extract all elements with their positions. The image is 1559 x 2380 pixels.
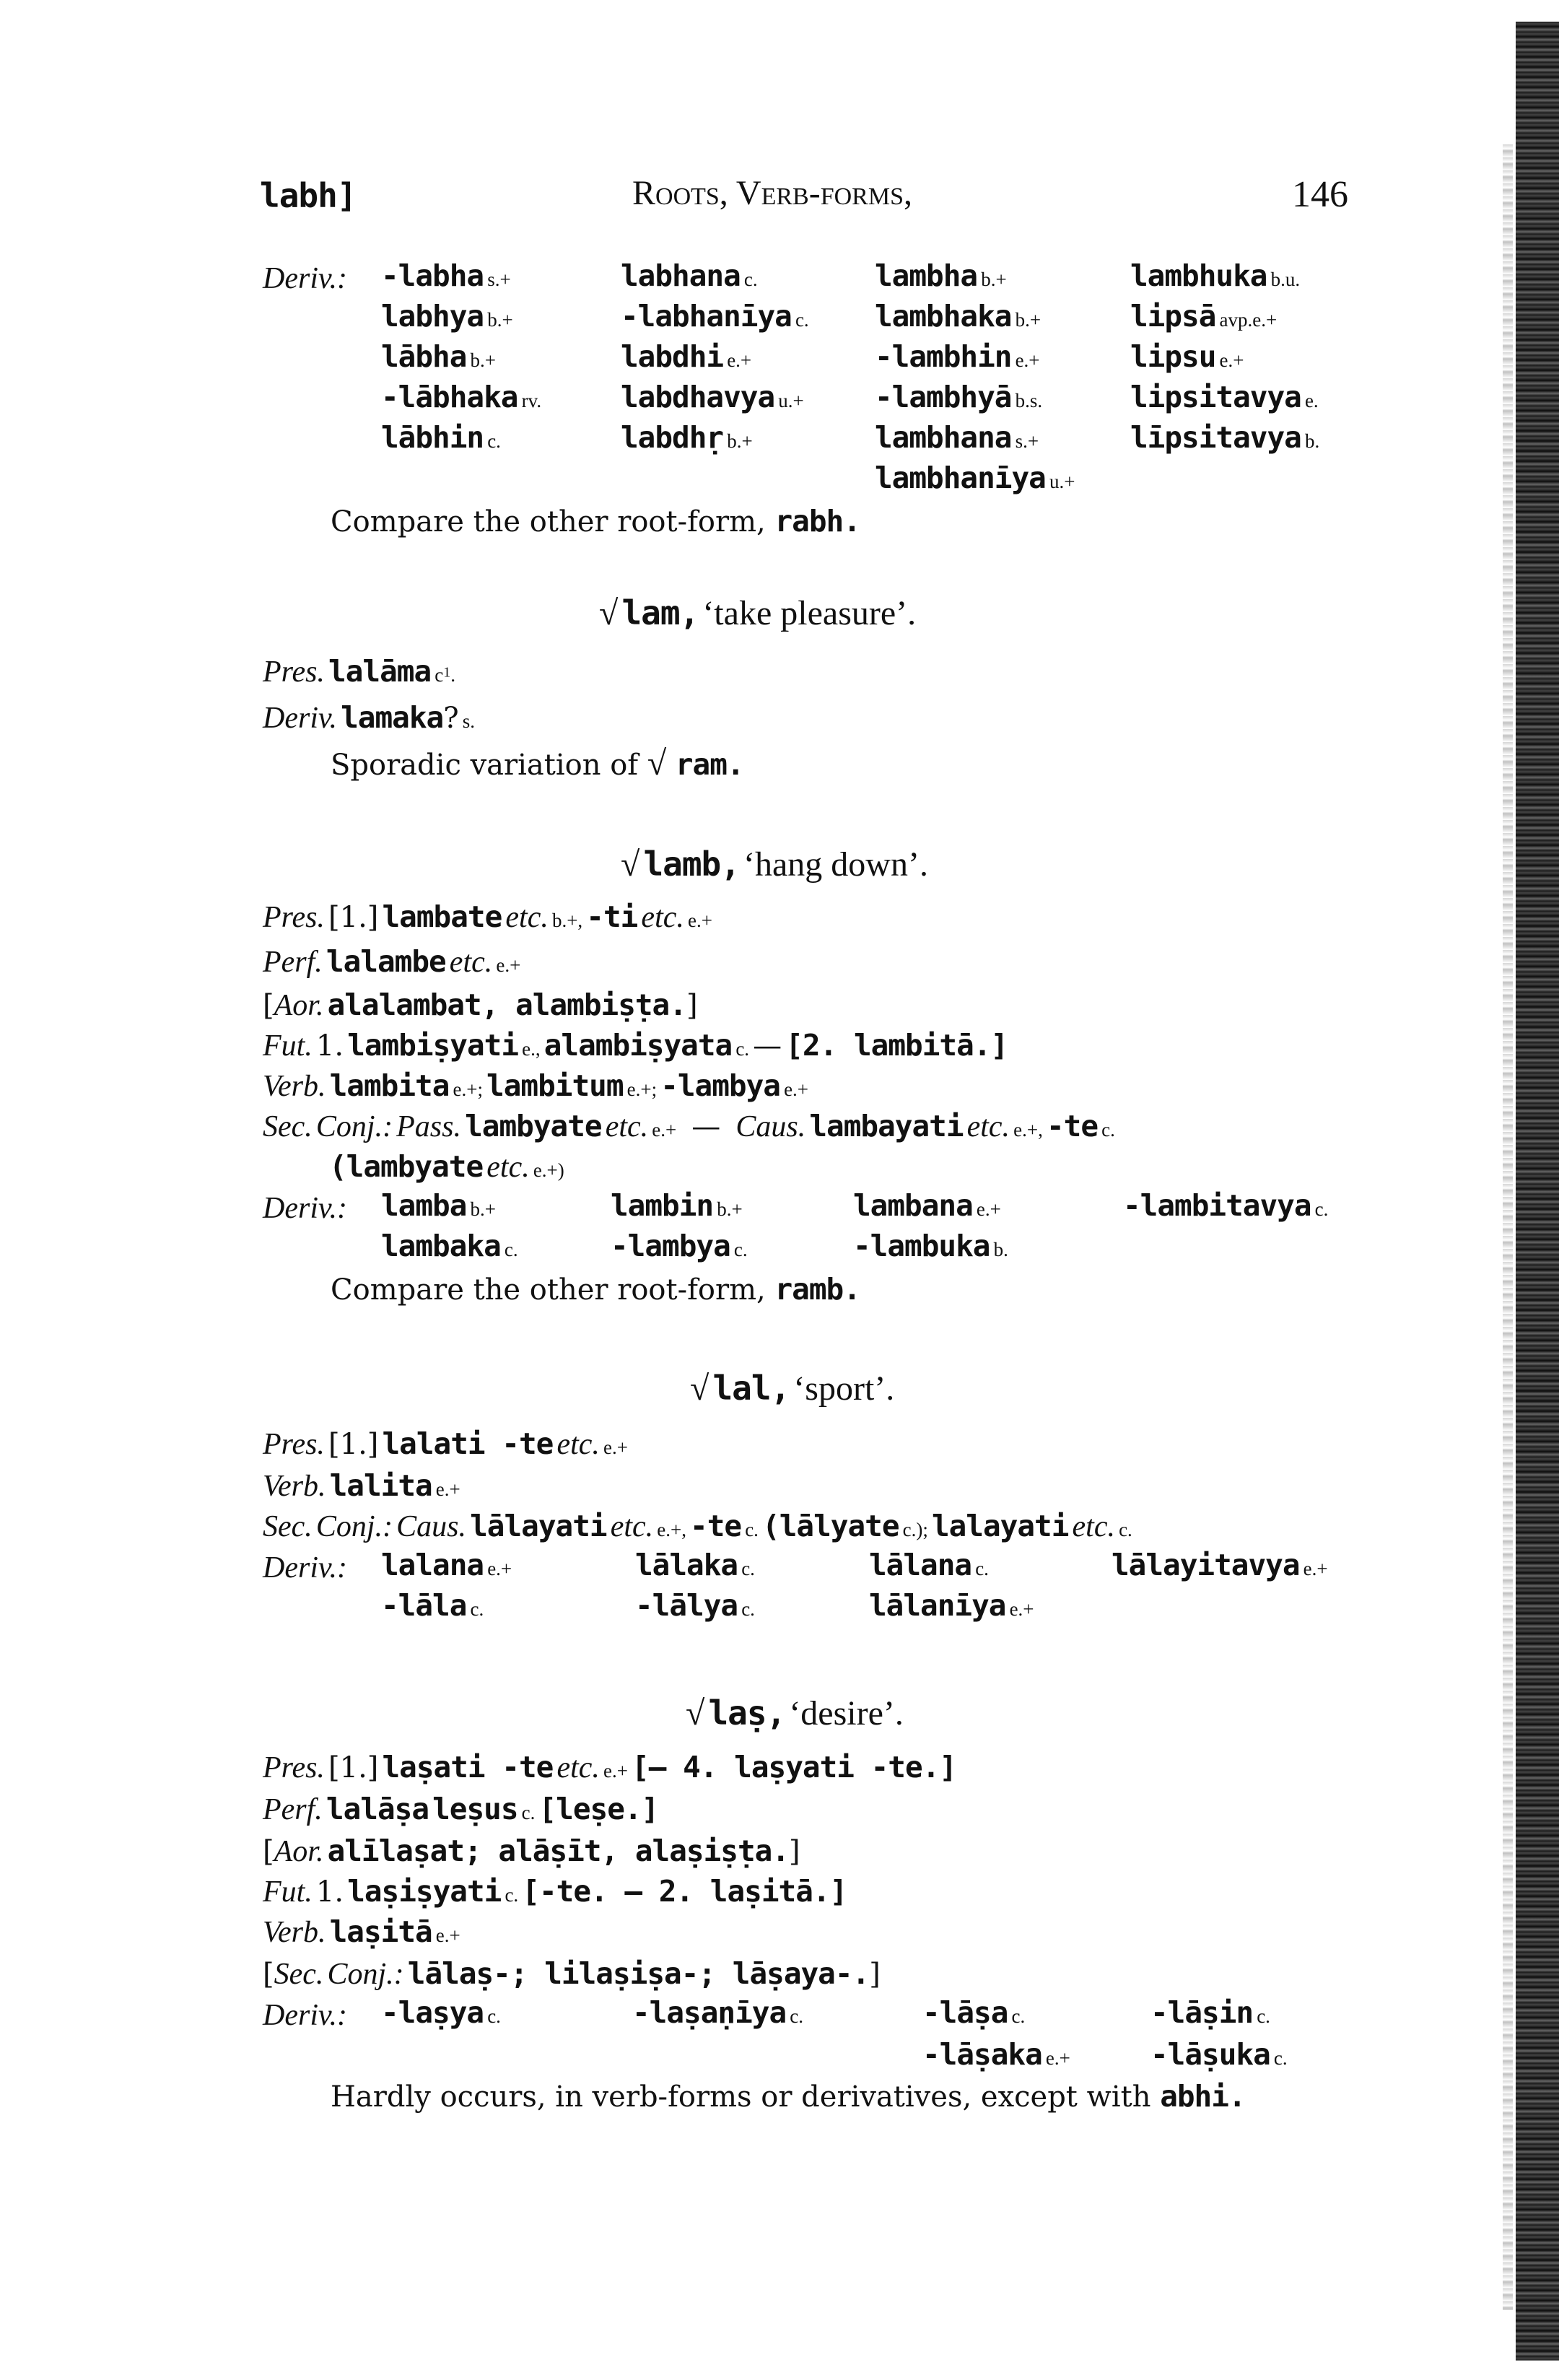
deriv-entry: lambin b.+ (611, 1188, 743, 1223)
deriv-entry: lambha b.+ (875, 258, 1007, 293)
deriv-entry: -lāṣin c. (1150, 1995, 1270, 2030)
deriv-entry: -labhanīya c. (621, 299, 809, 334)
section-heading: √ laṣ, ‘desire’. (686, 1694, 904, 1732)
deriv-entry: līpsitavya b. (1130, 420, 1320, 455)
deriv-entry: -lambhyā b.s. (875, 380, 1043, 414)
sec-conj-line: Sec. Conj.: Caus. lālayati etc. e.+, -te c. (lālyate c.); lalayati etc. c. (263, 1509, 1132, 1543)
deriv-entry: -lālya c. (635, 1588, 755, 1623)
perf-line: Perf. lalāṣa leṣus c. [leṣe.] (263, 1792, 659, 1826)
deriv-entry: -lambya c. (611, 1229, 748, 1263)
root-sign-icon: √ (690, 1369, 709, 1408)
verb-line: Verb. lalita e.+ (263, 1468, 460, 1503)
deriv-entry: lambhaka b.+ (875, 299, 1041, 334)
book-spine-edge (1516, 22, 1559, 2361)
deriv-entry: lālana c. (869, 1548, 989, 1582)
root-sign-icon: √ (686, 1694, 705, 1732)
usage-note: Hardly occurs, in verb-forms or derivatives, except with abhi. (331, 2079, 1246, 2114)
deriv-entry: -laṣya c. (381, 1995, 501, 2030)
deriv-entry: labdhi e.+ (621, 339, 752, 374)
root-sign-icon: √ (599, 594, 619, 632)
section-heading: √ lal, ‘sport’. (690, 1369, 895, 1408)
deriv-entry: labhana c. (621, 258, 758, 293)
deriv-entry: lambana e.+ (853, 1188, 1001, 1223)
pres-line: Pres. [1.] lambate etc. b.+, -ti etc. e.+ (263, 899, 712, 934)
section-heading: √ lamb, ‘hang down’. (621, 845, 928, 884)
deriv-entry: -lābhaka rv. (381, 380, 542, 414)
deriv-entry: lalana e.+ (381, 1548, 512, 1582)
deriv-entry: labdhavya u.+ (621, 380, 804, 414)
deriv-entry: lālanīya e.+ (869, 1588, 1034, 1623)
deriv-entry: lālayitavya e.+ (1112, 1548, 1328, 1582)
deriv-line: Deriv. lamaka? s. (263, 700, 476, 735)
perf-line: Perf. lalambe etc. e.+ (263, 944, 521, 979)
verb-line: Verb. lambita e.+; lambitum e.+; -lambya e.+ (263, 1068, 809, 1103)
deriv-entry: lābhin c. (381, 420, 501, 455)
deriv-entry: lipsā avp.e.+ (1130, 299, 1278, 334)
verb-line: Verb. laṣitā e.+ (263, 1914, 460, 1949)
header-root: labh] (260, 176, 357, 215)
pres-line: Pres. [1.] lalati -te etc. e.+ (263, 1426, 628, 1461)
deriv-entry: lambhana s.+ (875, 420, 1039, 455)
deriv-entry: -laṣaṇīya c. (632, 1995, 803, 2030)
compare-note: Compare the other root-form, rabh. (331, 504, 860, 539)
deriv-label: Deriv.: (263, 262, 347, 295)
deriv-entry: lamba b.+ (381, 1188, 496, 1223)
deriv-entry: lipsitavya e. (1130, 380, 1319, 414)
sec-conj-line: Sec. Conj.: Pass. lambyate etc. e.+ — Caus. lambayati etc. e.+, -te c. (263, 1109, 1115, 1143)
deriv-entry: lambaka c. (381, 1229, 518, 1263)
section-heading: √ lam, ‘take pleasure’. (599, 593, 917, 632)
deriv-entry: -lāṣuka c. (1150, 2037, 1288, 2072)
compare-note: Compare the other root-form, ramb. (331, 1272, 860, 1307)
deriv-entry: -lāla c. (381, 1588, 484, 1623)
header-title: Roots, Verb-forms, (632, 174, 912, 212)
deriv-entry: -lambuka b. (853, 1229, 1008, 1263)
deriv-label: Deriv.: (263, 1192, 347, 1225)
pres-line: Pres. lalāma $c^1$. (263, 654, 455, 689)
sec-conj-line: [Sec. Conj.: lālaṣ-; lilaṣiṣa-; lāṣaya-.] (263, 1956, 881, 1991)
deriv-entry: labdhṛ b.+ (621, 420, 753, 455)
fut-line: Fut. 1. lambiṣyati e., alambiṣyata c. — [2. lambitā.] (263, 1028, 1008, 1063)
fut-line: Fut. 1. laṣiṣyati c. [-te. — 2. laṣitā.] (263, 1874, 847, 1909)
deriv-entry: -lambhin e.+ (875, 339, 1040, 374)
deriv-entry: lipsu e.+ (1130, 339, 1244, 374)
deriv-entry: lambhuka b.u. (1130, 258, 1301, 293)
aor-line: [Aor. alīlaṣat; alāṣīt, alaṣiṣṭa.] (263, 1834, 800, 1868)
deriv-entry: lābha b.+ (381, 339, 496, 374)
aor-line: [Aor. alalambat, alambiṣṭa.] (263, 988, 698, 1022)
root-sign-icon: √ (621, 845, 640, 884)
deriv-entry: -lambitavya c. (1123, 1188, 1329, 1223)
page-edge-shadow (1503, 144, 1513, 2310)
deriv-entry: lambhanīya u.+ (875, 461, 1075, 495)
pres-line: Pres. [1.] laṣati -te etc. e.+ [— 4. laṣyati -te.] (263, 1750, 957, 1784)
deriv-entry: lālaka c. (635, 1548, 755, 1582)
sec-conj-line-2: (lambyate etc. e.+) (329, 1149, 564, 1184)
deriv-entry: -lāṣa c. (922, 1995, 1026, 2030)
variation-note: Sporadic variation of √ ram. (331, 744, 744, 783)
deriv-label: Deriv.: (263, 1551, 347, 1585)
deriv-entry: -labha s.+ (381, 258, 511, 293)
deriv-label: Deriv.: (263, 1999, 347, 2032)
page-number: 146 (1292, 174, 1348, 215)
deriv-entry: labhya b.+ (381, 299, 513, 334)
deriv-entry: -lāṣaka e.+ (922, 2037, 1070, 2072)
